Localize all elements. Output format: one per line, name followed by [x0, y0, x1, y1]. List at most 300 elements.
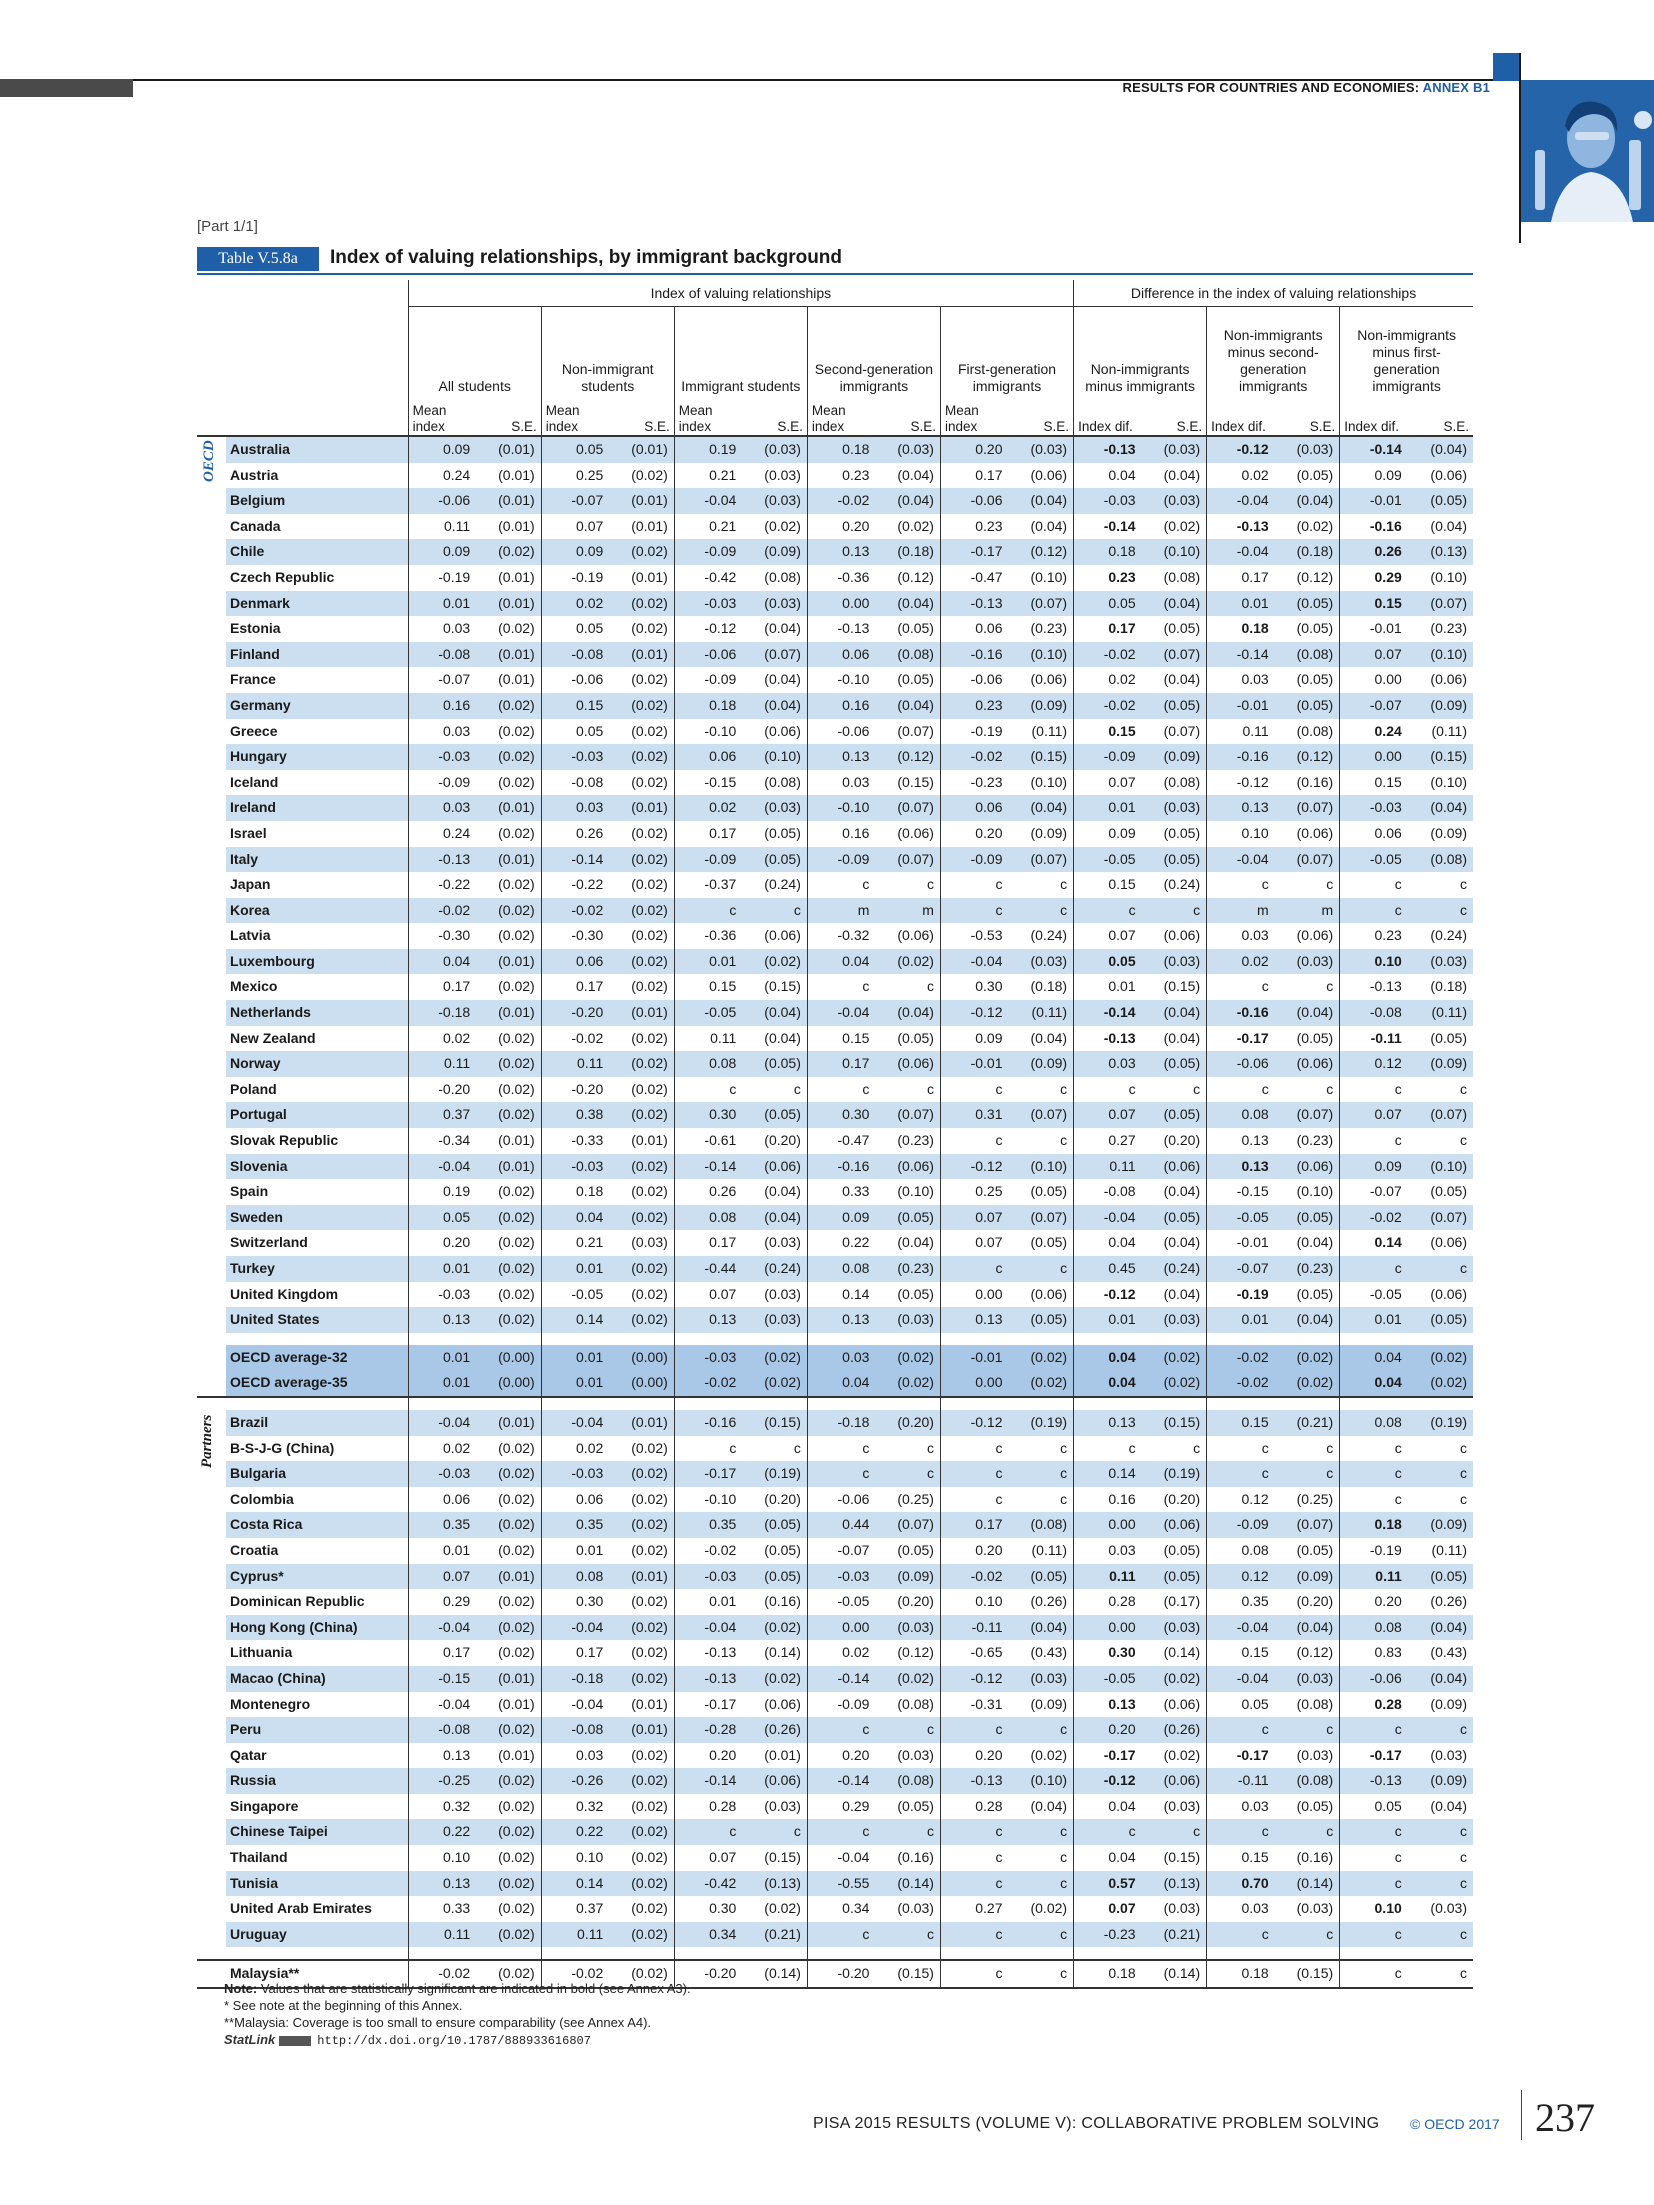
cell-value: 0.70: [1207, 1871, 1277, 1897]
cell-se: (0.23): [1430, 620, 1467, 637]
subheader-value: Index dif.: [1340, 397, 1410, 436]
cell-value: -0.34: [408, 1128, 478, 1154]
cell-se: (0.04): [1144, 1000, 1207, 1026]
cell-se: (0.04): [897, 466, 934, 483]
cell-value: 0.04: [541, 1205, 611, 1231]
cell-value: 0.17: [408, 974, 478, 1000]
cell-value: -0.03: [408, 1461, 478, 1487]
cell-se: (0.02): [478, 693, 541, 719]
cell-value: 0.09: [1340, 463, 1410, 489]
cell-se: (0.09): [1410, 1051, 1473, 1077]
cell-value: -0.02: [408, 898, 478, 924]
cell-se: (0.02): [611, 1768, 674, 1794]
cell-se: (0.21): [1144, 1922, 1207, 1948]
cell-se: (0.02): [764, 517, 801, 534]
cell-value: 0.17: [1074, 616, 1144, 642]
cell-se: (0.03): [744, 591, 807, 617]
cell-value: -0.23: [940, 770, 1010, 796]
cell-value: 0.33: [807, 1179, 877, 1205]
cell-se: (0.05): [1410, 1307, 1473, 1333]
cell-value: 0.06: [807, 642, 877, 668]
cell-se: (0.09): [1011, 1051, 1074, 1077]
table-id-badge: Table V.5.8a: [197, 247, 319, 271]
table-row: [197, 463, 1473, 489]
cell-value: -0.04: [1207, 539, 1277, 565]
cell-se: c: [1277, 1461, 1340, 1487]
cell-value: 0.16: [807, 821, 877, 847]
cell-value: 0.23: [1340, 923, 1410, 949]
cell-value: -0.47: [807, 1128, 877, 1154]
cell-value: -0.01: [1207, 693, 1277, 719]
cell-se: (0.05): [1163, 620, 1201, 637]
cell-se: (0.01): [611, 1410, 674, 1436]
cell-value: 0.13: [940, 1307, 1010, 1333]
cell-se: (0.13): [1144, 1871, 1207, 1897]
section-label-oecd: OECD: [201, 440, 217, 482]
statlink-url[interactable]: http://dx.doi.org/10.1787/888933616807: [317, 2034, 591, 2048]
cell-se: (0.00): [611, 1370, 674, 1397]
running-header: [1122, 80, 1490, 95]
cell-se: (0.02): [478, 1307, 541, 1333]
cell-se: (0.02): [498, 1285, 535, 1302]
cell-value: 0.01: [674, 1589, 744, 1615]
cell-value: -0.08: [408, 642, 478, 668]
cell-value: -0.02: [541, 1960, 611, 1988]
cell-se: c: [1326, 978, 1334, 995]
cell-se: (0.18): [1030, 978, 1068, 995]
country-name: Latvia: [230, 927, 271, 944]
cell-se: (0.12): [877, 744, 940, 770]
cell-se: (0.13): [744, 1871, 807, 1897]
cell-se: (0.06): [1144, 1512, 1207, 1538]
cell-value: -0.11: [940, 1615, 1010, 1641]
cell-se: (0.05): [1410, 1564, 1473, 1590]
cell-se: (0.01): [611, 1717, 674, 1743]
cell-value: 0.01: [1074, 795, 1144, 821]
cell-se: (0.08): [764, 773, 801, 790]
cell-value: -0.06: [940, 488, 1010, 514]
cell-value: 0.04: [807, 949, 877, 975]
cell-value: 0.01: [408, 1345, 478, 1371]
country-name: Tunisia: [226, 1871, 408, 1897]
cell-se: (0.10): [1030, 773, 1068, 790]
cell-se: (0.19): [1410, 1410, 1473, 1436]
country-name: Switzerland: [230, 1234, 308, 1251]
cell-se: (0.05): [1030, 1183, 1068, 1200]
cell-se: (0.05): [1296, 466, 1334, 483]
cell-se: (0.02): [498, 1439, 535, 1456]
cell-se: (0.25): [897, 1490, 934, 1507]
cell-value: -0.08: [541, 770, 611, 796]
cell-value: 0.07: [408, 1564, 478, 1590]
cell-se: c: [1011, 898, 1074, 924]
cell-value: 0.01: [674, 949, 744, 975]
cell-se: c: [926, 1080, 934, 1097]
cell-value: -0.02: [1340, 1205, 1410, 1231]
cell-se: (0.04): [1410, 795, 1473, 821]
country-name: Korea: [226, 898, 408, 924]
cell-se: (0.05): [877, 1205, 940, 1231]
subheader-se: S.E.: [478, 397, 541, 436]
cell-value: 0.02: [541, 591, 611, 617]
cell-se: (0.05): [897, 1541, 934, 1558]
group-header-difference: Difference in the index of valuing relationships: [1074, 280, 1473, 307]
cell-se: (0.24): [1163, 876, 1201, 893]
cell-se: (0.24): [764, 876, 801, 893]
cell-se: (0.10): [1011, 1154, 1074, 1180]
cell-se: (0.02): [877, 1666, 940, 1692]
scientist-photo: [1521, 80, 1654, 222]
cell-value: 0.30: [807, 1102, 877, 1128]
cell-value: 0.02: [408, 1026, 478, 1052]
cell-se: (0.02): [611, 1154, 674, 1180]
cell-se: (0.08): [877, 1768, 940, 1794]
cell-se: (0.11): [1410, 1000, 1473, 1026]
country-name: OECD average-35: [226, 1370, 408, 1397]
cell-se: (0.06): [877, 1154, 940, 1180]
cell-value: 0.16: [807, 693, 877, 719]
cell-value: -0.23: [1074, 1922, 1144, 1948]
section-label-partners: Partners: [199, 1414, 215, 1468]
country-name: Colombia: [230, 1490, 294, 1507]
table-row: [197, 1461, 1473, 1487]
cell-value: -0.31: [940, 1692, 1010, 1718]
table-row: [197, 1256, 1473, 1282]
cell-value: -0.06: [541, 667, 611, 693]
cell-value: -0.18: [807, 1410, 877, 1436]
cell-value: 0.20: [1340, 1589, 1410, 1615]
cell-se: (0.02): [631, 1849, 668, 1866]
cell-value: c: [1207, 974, 1277, 1000]
cell-value: 0.07: [1074, 923, 1144, 949]
cell-se: (0.02): [631, 1644, 668, 1661]
cell-value: 0.03: [408, 616, 478, 642]
cell-se: (0.08): [1277, 1768, 1340, 1794]
subheader-value: Mean index: [541, 397, 611, 436]
cell-se: (0.05): [1430, 1029, 1467, 1046]
cell-value: 0.02: [1207, 463, 1277, 489]
cell-se: (0.08): [1296, 722, 1334, 739]
cell-se: (0.05): [897, 1285, 934, 1302]
cell-value: 0.22: [807, 1230, 877, 1256]
cell-value: c: [940, 898, 1010, 924]
cell-se: (0.14): [744, 1960, 807, 1988]
cell-se: (0.09): [1410, 1768, 1473, 1794]
cell-value: -0.17: [674, 1461, 744, 1487]
cell-se: (0.06): [897, 824, 934, 841]
cell-value: 0.15: [1074, 719, 1144, 745]
cell-value: 0.07: [541, 514, 611, 540]
cell-value: -0.14: [1340, 436, 1410, 463]
cell-se: c: [1410, 1819, 1473, 1845]
cell-se: (0.02): [498, 876, 535, 893]
cell-value: -0.09: [807, 1692, 877, 1718]
cell-se: (0.08): [1163, 773, 1201, 790]
cell-value: 0.11: [408, 1922, 478, 1948]
cell-se: (0.01): [498, 671, 535, 688]
cell-se: (0.03): [764, 466, 801, 483]
cell-value: -0.42: [674, 1871, 744, 1897]
cell-se: c: [1060, 876, 1068, 893]
cell-se: (0.05): [897, 1029, 934, 1046]
cell-value: c: [1074, 898, 1144, 924]
cell-se: (0.07): [877, 795, 940, 821]
cell-se: (0.01): [478, 436, 541, 463]
cell-value: 0.02: [674, 795, 744, 821]
country-name: Hong Kong (China): [226, 1615, 408, 1641]
cell-se: c: [1460, 876, 1467, 893]
cell-se: (0.05): [1144, 847, 1207, 873]
section-separator: [197, 1333, 1473, 1345]
cell-se: (0.24): [1144, 1256, 1207, 1282]
cell-se: (0.05): [1277, 1205, 1340, 1231]
cell-value: -0.15: [408, 1666, 478, 1692]
cell-se: (0.01): [764, 1746, 801, 1763]
cell-value: 0.25: [541, 463, 611, 489]
cell-se: (0.07): [1277, 1102, 1340, 1128]
cell-value: 0.17: [408, 1640, 478, 1666]
cell-value: 0.07: [940, 1230, 1010, 1256]
cell-se: (0.12): [1296, 1644, 1334, 1661]
cell-se: c: [1410, 1871, 1473, 1897]
cell-se: (0.02): [631, 722, 668, 739]
country-name: United States: [226, 1307, 408, 1333]
table-row: [197, 872, 1473, 898]
cell-se: (0.05): [1277, 591, 1340, 617]
cell-se: c: [1277, 1922, 1340, 1948]
cell-se: (0.07): [877, 1102, 940, 1128]
cell-value: 0.20: [940, 821, 1010, 847]
col-header-immigrant: Immigrant students: [674, 307, 807, 398]
cell-se: (0.21): [744, 1922, 807, 1948]
cell-value: 0.05: [1074, 591, 1144, 617]
cell-value: 0.23: [807, 463, 877, 489]
country-name: Chinese Taipei: [226, 1819, 408, 1845]
table-row: [197, 1370, 1473, 1397]
cell-value: 0.04: [1074, 1370, 1144, 1397]
cell-se: (0.08): [1410, 847, 1473, 873]
cell-value: 0.16: [408, 693, 478, 719]
cell-value: 0.13: [408, 1743, 478, 1769]
cell-value: c: [807, 1436, 877, 1462]
cell-value: -0.05: [541, 1282, 611, 1308]
cell-value: 0.05: [408, 1205, 478, 1231]
cell-value: -0.03: [1074, 488, 1144, 514]
cell-se: (0.03): [1011, 949, 1074, 975]
table-row: [197, 923, 1473, 949]
cell-value: 0.04: [1074, 463, 1144, 489]
cell-value: 0.08: [541, 1564, 611, 1590]
country-name: Israel: [230, 824, 267, 841]
cell-se: (0.05): [1144, 693, 1207, 719]
country-name: Malaysia**: [226, 1960, 408, 1988]
cell-value: -0.01: [940, 1345, 1010, 1371]
scientist-photo-icon: [1521, 80, 1654, 222]
table-row: [197, 1589, 1473, 1615]
cell-value: -0.06: [674, 642, 744, 668]
cell-se: c: [793, 1080, 801, 1097]
cell-value: m: [1207, 898, 1277, 924]
cell-se: (0.02): [744, 1345, 807, 1371]
cell-se: (0.10): [897, 1183, 934, 1200]
country-name: Macao (China): [226, 1666, 408, 1692]
country-name: Slovak Republic: [230, 1132, 339, 1149]
cell-value: -0.15: [1207, 1179, 1277, 1205]
cell-se: (0.07): [1410, 1205, 1473, 1231]
table-title: Index of valuing relationships, by immigrant background: [330, 247, 843, 268]
cell-value: -0.04: [807, 1845, 877, 1871]
cell-value: -0.25: [408, 1768, 478, 1794]
cell-value: 0.09: [1340, 1154, 1410, 1180]
country-name: Montenegro: [230, 1695, 311, 1712]
cell-se: (0.06): [1430, 1285, 1467, 1302]
cell-value: -0.12: [940, 1666, 1010, 1692]
cell-value: 0.17: [1207, 565, 1277, 591]
cell-se: (0.03): [877, 436, 940, 463]
cell-value: 0.00: [940, 1282, 1010, 1308]
cell-value: -0.02: [940, 744, 1010, 770]
cell-se: c: [877, 1717, 940, 1743]
cell-value: 0.14: [1340, 1230, 1410, 1256]
cell-value: 0.02: [807, 1640, 877, 1666]
cell-value: 0.06: [408, 1487, 478, 1513]
table-row: [197, 1512, 1473, 1538]
cell-value: -0.16: [940, 642, 1010, 668]
cell-se: (0.02): [1011, 1370, 1074, 1397]
cell-se: (0.05): [744, 1102, 807, 1128]
cell-value: 0.06: [541, 949, 611, 975]
cell-se: (0.19): [1011, 1410, 1074, 1436]
cell-se: (0.06): [1430, 466, 1467, 483]
cell-value: -0.10: [807, 667, 877, 693]
cell-se: (0.02): [611, 1102, 674, 1128]
cell-se: c: [1277, 1717, 1340, 1743]
cell-value: -0.30: [408, 923, 478, 949]
cell-se: c: [793, 1439, 801, 1456]
cell-se: c: [1011, 1717, 1074, 1743]
cell-se: (0.07): [1410, 1102, 1473, 1128]
cell-value: -0.07: [1207, 1256, 1277, 1282]
cell-se: (0.02): [478, 1768, 541, 1794]
cell-se: c: [1060, 1132, 1068, 1149]
cell-se: (0.07): [1144, 642, 1207, 668]
cell-se: (0.02): [744, 949, 807, 975]
cell-value: 0.18: [1340, 1512, 1410, 1538]
cell-se: (0.04): [1430, 517, 1467, 534]
cell-value: -0.09: [807, 847, 877, 873]
cell-value: c: [807, 872, 877, 898]
cell-value: -0.02: [674, 1370, 744, 1397]
cell-value: -0.05: [1207, 1205, 1277, 1231]
cell-value: -0.19: [408, 565, 478, 591]
cell-value: -0.12: [1207, 770, 1277, 796]
table-row: [197, 1128, 1473, 1154]
cell-se: (0.03): [764, 1234, 801, 1251]
cell-se: (0.03): [1144, 488, 1207, 514]
cell-value: 0.22: [408, 1819, 478, 1845]
cell-se: c: [1011, 1922, 1074, 1948]
cell-value: 0.03: [541, 1743, 611, 1769]
cell-value: -0.13: [1340, 1768, 1410, 1794]
cell-se: (0.04): [1011, 488, 1074, 514]
country-name: Belgium: [226, 488, 408, 514]
country-name: Sweden: [226, 1205, 408, 1231]
cell-value: -0.61: [674, 1128, 744, 1154]
cell-value: 0.37: [541, 1896, 611, 1922]
cell-value: 0.09: [408, 539, 478, 565]
cell-se: (0.04): [1277, 1307, 1340, 1333]
cell-value: -0.16: [1207, 744, 1277, 770]
cell-value: 0.20: [807, 1743, 877, 1769]
cell-se: c: [1410, 898, 1473, 924]
cell-se: (0.01): [478, 591, 541, 617]
cell-value: 0.26: [1340, 539, 1410, 565]
cell-value: c: [1340, 1256, 1410, 1282]
cell-se: (0.04): [1011, 795, 1074, 821]
cell-se: (0.01): [478, 847, 541, 873]
cell-se: (0.02): [611, 1819, 674, 1845]
cell-value: -0.20: [408, 1077, 478, 1103]
footer-separator: [1521, 2090, 1522, 2140]
cell-se: (0.05): [764, 1541, 801, 1558]
cell-se: (0.43): [1030, 1644, 1068, 1661]
cell-se: (0.03): [1011, 1666, 1074, 1692]
cell-value: -0.04: [408, 1692, 478, 1718]
cell-value: -0.06: [807, 719, 877, 745]
cell-value: -0.04: [408, 1154, 478, 1180]
cell-value: 0.04: [1074, 1230, 1144, 1256]
cell-value: -0.19: [1340, 1538, 1410, 1564]
cell-se: (0.14): [1144, 1960, 1207, 1988]
cell-se: (0.01): [611, 795, 674, 821]
cell-value: 0.25: [940, 1179, 1010, 1205]
cell-se: (0.06): [1163, 927, 1201, 944]
table-row: [197, 821, 1473, 847]
cell-se: (0.06): [1030, 1285, 1068, 1302]
table-row: [197, 1077, 1473, 1103]
cell-se: (0.08): [1011, 1512, 1074, 1538]
cell-value: 0.08: [674, 1205, 744, 1231]
table-row: [197, 539, 1473, 565]
cell-se: (0.08): [877, 642, 940, 668]
cell-se: (0.05): [1144, 1205, 1207, 1231]
cell-value: 0.01: [541, 1345, 611, 1371]
note-annex: * See note at the beginning of this Annex.: [224, 1998, 463, 2013]
cell-se: (0.10): [1410, 642, 1473, 668]
cell-se: (0.02): [744, 1615, 807, 1641]
cell-value: -0.20: [541, 1000, 611, 1026]
cell-se: (0.04): [1163, 466, 1201, 483]
country-name: Costa Rica: [226, 1512, 408, 1538]
cell-se: (0.02): [498, 1183, 535, 1200]
cell-value: -0.08: [1074, 1179, 1144, 1205]
cell-se: (0.02): [631, 773, 668, 790]
data-table: [197, 280, 1473, 1989]
cell-se: c: [1410, 1717, 1473, 1743]
table-row: [197, 1896, 1473, 1922]
cell-se: c: [1060, 1439, 1068, 1456]
cell-value: c: [1340, 1960, 1410, 1988]
cell-se: (0.02): [631, 1490, 668, 1507]
cell-value: -0.20: [674, 1960, 744, 1988]
table-row: [197, 591, 1473, 617]
cell-value: 0.27: [1074, 1128, 1144, 1154]
note-significance: [224, 1980, 691, 1997]
cell-value: c: [1207, 1461, 1277, 1487]
cell-value: -0.12: [940, 1410, 1010, 1436]
cell-value: c: [807, 1819, 877, 1845]
country-name: Croatia: [230, 1541, 279, 1558]
